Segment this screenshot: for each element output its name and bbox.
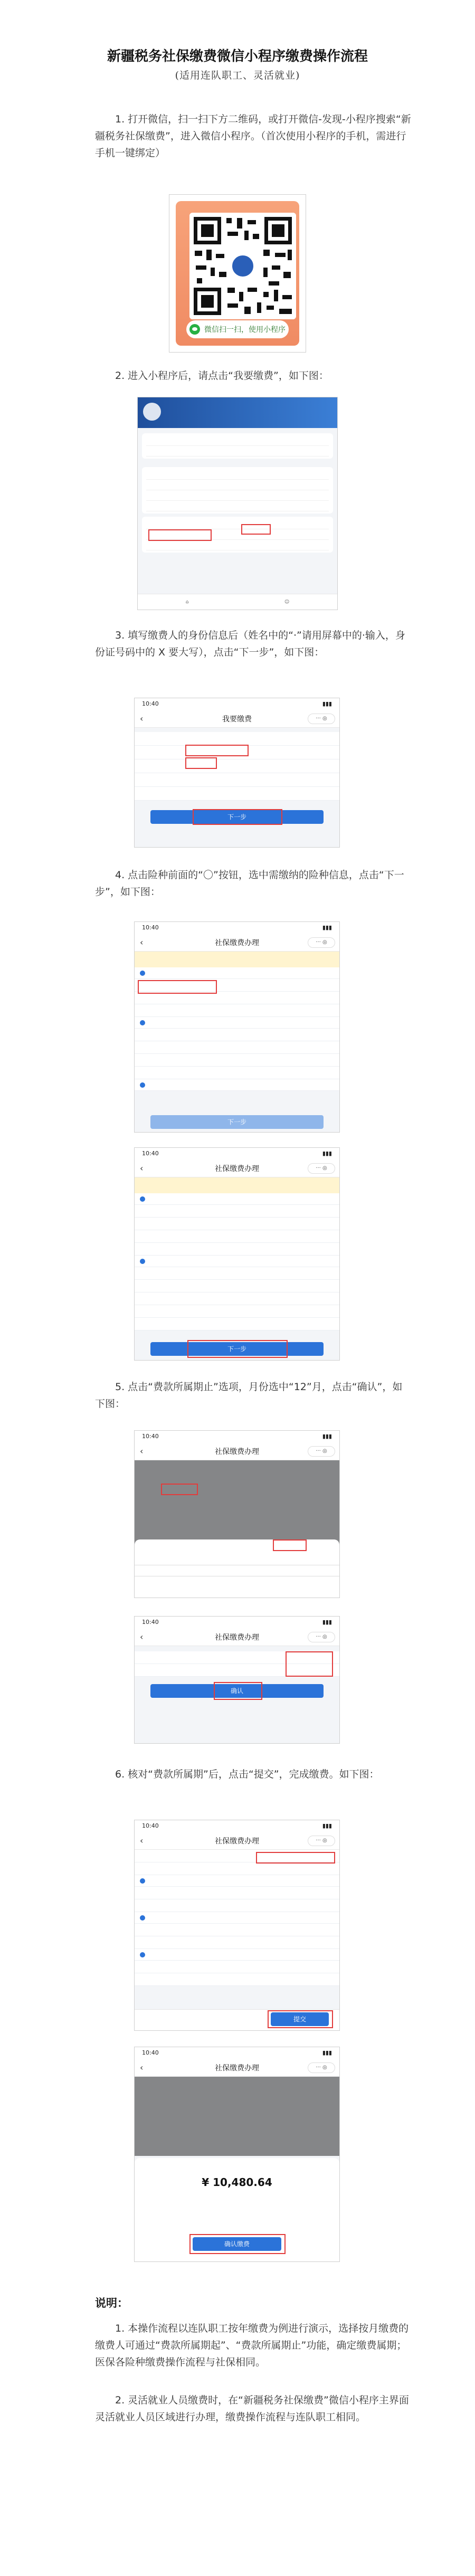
status-bar	[135, 1617, 339, 1628]
back-icon[interactable]: ‹	[140, 1836, 144, 1846]
highlight-box	[273, 1539, 307, 1551]
radio-icon[interactable]	[140, 1259, 145, 1264]
status-time: 10:40	[142, 1150, 159, 1157]
note-1: 1. 本操作流程以连队职工按年缴费为例进行演示，选择按月缴费的缴费人可通过“费款所属期起”、“费款所属期止”功能，确定缴费属期；医保各险种缴费操作流程与社保相同。	[95, 2323, 409, 2368]
insurance-item[interactable]	[135, 1079, 339, 1091]
payment-screen	[135, 2047, 339, 2261]
step-6-text: 6. 核对“费款所属期”后，点击“提交”，完成缴费。如下图：	[115, 1769, 379, 1780]
step-2-text: 2. 进入小程序后，请点击“我要缴费”，如下图：	[115, 370, 329, 382]
highlight-box	[185, 745, 249, 756]
submit-screen	[135, 1820, 339, 2030]
capsule-menu-icon[interactable]: ··· ◎	[308, 1163, 335, 1174]
tab-user-icon[interactable]: ☺	[284, 599, 290, 605]
insurance-item[interactable]	[135, 1912, 339, 1924]
menu-item[interactable]	[146, 480, 329, 490]
confirm-button[interactable]: 确认	[150, 1684, 324, 1698]
step-6-screenshot-a	[134, 1820, 340, 2031]
capsule-menu-icon[interactable]: ··· ◎	[308, 714, 335, 724]
next-button[interactable]: 下一步	[150, 810, 324, 824]
radio-icon[interactable]	[140, 1915, 145, 1921]
detail-row	[135, 1205, 339, 1218]
wechat-icon	[189, 324, 200, 335]
highlight-box	[241, 524, 271, 535]
qr-caption: 微信扫一扫，使用小程序	[204, 326, 286, 334]
highlight-box	[256, 1852, 335, 1864]
detail-row	[135, 1054, 339, 1067]
detail-row	[135, 1305, 339, 1318]
status-bar	[135, 1820, 339, 1832]
highlight-box	[185, 757, 217, 769]
step-1-text: 1. 打开微信，扫一扫下方二维码，或打开微信-发现-小程序搜索“新疆税务社保缴费”，进入微信小程序。（首次使用小程序的手机，需进行手机一键绑定）	[95, 113, 411, 159]
home-banner	[138, 397, 337, 428]
signal-icon: ▮▮▮	[322, 1619, 332, 1626]
nav-bar	[135, 1628, 339, 1646]
menu-item[interactable]	[146, 446, 329, 457]
status-time: 10:40	[142, 2049, 159, 2056]
menu-item[interactable]	[146, 501, 329, 511]
back-icon[interactable]: ‹	[140, 1632, 144, 1642]
nav-title: 社保缴费办理	[215, 1447, 259, 1456]
menu-item[interactable]	[146, 540, 329, 550]
capsule-menu-icon[interactable]: ··· ◎	[308, 1446, 335, 1457]
insurance-item[interactable]	[135, 1256, 339, 1267]
menu-card-1	[142, 433, 333, 459]
highlight-box	[148, 529, 212, 541]
detail-row	[135, 1887, 339, 1899]
highlight-box	[161, 1484, 198, 1495]
capsule-menu-icon[interactable]: ··· ◎	[308, 937, 335, 948]
detail-row	[135, 1041, 339, 1054]
miniapp-home-screen	[138, 397, 337, 610]
modal-overlay	[135, 2077, 339, 2156]
step-5-screenshot-a	[134, 1430, 340, 1598]
nav-bar	[135, 934, 339, 952]
period-picker-screen	[135, 1431, 339, 1598]
status-bar	[135, 1148, 339, 1159]
detail-row	[135, 1280, 339, 1292]
detail-row	[135, 1218, 339, 1230]
nav-bar	[135, 710, 339, 728]
form-field[interactable]	[135, 787, 339, 801]
highlight-box	[138, 980, 217, 994]
back-icon[interactable]: ‹	[140, 937, 144, 947]
highlight-box	[268, 2010, 333, 2028]
radio-icon[interactable]	[140, 1020, 145, 1025]
step-4-screenshot-b	[134, 1147, 340, 1361]
tab-bar	[138, 594, 337, 610]
detail-row	[135, 1029, 339, 1041]
detail-row	[135, 1973, 339, 1986]
detail-row	[135, 1067, 339, 1079]
signal-icon: ▮▮▮	[322, 924, 332, 931]
notes-heading: 说明：	[95, 2297, 128, 2309]
pay-now-button[interactable]: 确认缴费	[193, 2237, 281, 2251]
notice-banner	[135, 952, 339, 967]
payment-amount: ¥ 10,480.64	[202, 2176, 272, 2189]
radio-icon[interactable]	[140, 1196, 145, 1202]
menu-card-2	[142, 467, 333, 514]
section-heading	[138, 462, 337, 464]
notice-banner	[135, 1177, 339, 1193]
status-time: 10:40	[142, 1619, 159, 1626]
nav-bar	[135, 1832, 339, 1850]
capsule-menu-icon[interactable]: ··· ◎	[308, 1632, 335, 1642]
capsule-menu-icon[interactable]: ··· ◎	[308, 1836, 335, 1846]
status-bar	[135, 2047, 339, 2059]
detail-row	[135, 1230, 339, 1243]
signal-icon: ▮▮▮	[322, 1822, 332, 1829]
signal-icon: ▮▮▮	[322, 2049, 332, 2056]
step-5-screenshot-b	[134, 1616, 340, 1744]
submit-button[interactable]: 提交	[271, 2012, 329, 2026]
detail-row	[135, 1936, 339, 1949]
radio-icon[interactable]	[140, 1082, 145, 1088]
detail-row	[135, 1292, 339, 1305]
payment-sheet	[135, 2158, 339, 2261]
status-time: 10:40	[142, 1433, 159, 1440]
form-field[interactable]	[135, 732, 339, 746]
radio-icon[interactable]	[140, 1952, 145, 1957]
form-field[interactable]	[135, 773, 339, 787]
detail-row	[135, 1899, 339, 1912]
step-3-text: 3. 填写缴费人的身份信息后（姓名中的“·”请用屏幕中的·输入，身份证号码中的 X 要大写），点击“下一步”，如下图：	[95, 630, 405, 658]
detail-row	[135, 1243, 339, 1256]
document-subtitle: (适用连队职工、灵活就业)	[175, 70, 300, 81]
qr-code-image	[169, 194, 306, 353]
back-icon[interactable]: ‹	[140, 1163, 144, 1173]
tax-logo-icon	[231, 254, 255, 278]
date-picker-sheet	[135, 1539, 339, 1598]
menu-item[interactable]	[146, 435, 329, 446]
back-icon[interactable]: ‹	[140, 2062, 144, 2073]
insurance-item[interactable]	[135, 967, 339, 979]
status-time: 10:40	[142, 924, 159, 931]
tab-home-icon[interactable]: ⌂	[185, 599, 189, 605]
highlight-box	[286, 1651, 333, 1677]
period-confirm-screen	[135, 1617, 339, 1743]
nav-bar	[135, 2059, 339, 2077]
insurance-item[interactable]	[135, 1017, 339, 1029]
step-4-text: 4. 点击险种前面的“〇”按钮，选中需缴纳的险种信息，点击“下一步”，如下图：	[95, 869, 404, 898]
picker-option[interactable]	[135, 1553, 339, 1565]
nav-bar	[135, 1159, 339, 1177]
nav-title: 社保缴费办理	[215, 1837, 259, 1846]
highlight-box	[214, 1682, 262, 1700]
status-bar	[135, 698, 339, 710]
back-icon[interactable]: ‹	[140, 1446, 144, 1456]
picker-selected-option[interactable]	[135, 1565, 339, 1576]
step-2-screenshot	[137, 397, 338, 610]
signal-icon: ▮▮▮	[322, 700, 332, 707]
status-bar	[135, 1431, 339, 1442]
tax-logo-icon	[143, 403, 161, 421]
detail-row	[135, 1318, 339, 1330]
insurance-select-screen	[135, 922, 339, 1132]
nav-title: 社保缴费办理	[215, 2064, 259, 2073]
highlight-box	[189, 2234, 286, 2254]
radio-icon[interactable]	[140, 971, 145, 976]
insurance-item[interactable]	[135, 1875, 339, 1887]
capsule-menu-icon[interactable]: ··· ◎	[308, 2062, 335, 2073]
insurance-item[interactable]	[135, 1949, 339, 1961]
menu-item[interactable]	[146, 469, 329, 480]
insurance-selected-screen	[135, 1148, 339, 1360]
nav-title: 我要缴费	[222, 715, 252, 724]
document-title: 新疆税务社保缴费微信小程序缴费操作流程	[107, 49, 368, 64]
qr-card	[176, 201, 299, 346]
detail-row	[135, 1862, 339, 1875]
status-time: 10:40	[142, 1822, 159, 1829]
next-button[interactable]: 下一步	[150, 1115, 324, 1129]
form-field[interactable]	[135, 759, 339, 773]
detail-row	[135, 1004, 339, 1017]
pay-menu-item[interactable]	[146, 519, 329, 529]
nav-title: 社保缴费办理	[215, 1164, 259, 1173]
signal-icon: ▮▮▮	[322, 1433, 332, 1440]
highlight-box	[193, 809, 282, 825]
menu-item[interactable]	[146, 490, 329, 501]
section-heading	[138, 428, 337, 430]
picker-option[interactable]	[135, 1576, 339, 1588]
nav-title: 社保缴费办理	[215, 938, 259, 947]
note-2: 2. 灵活就业人员缴费时，在“新疆税务社保缴费”微信小程序主界面灵活就业人员区域进行办理，缴费操作流程与连队职工相同。	[95, 2394, 409, 2423]
status-bar	[135, 922, 339, 934]
step-6-screenshot-b	[134, 2047, 340, 2262]
insurance-item[interactable]	[135, 1193, 339, 1205]
next-button[interactable]: 下一步	[150, 1342, 324, 1356]
step-5-text: 5. 点击“费款所属期止”选项，月份选中“12”月，点击“确认”，如下图：	[95, 1381, 403, 1410]
step-4-screenshot-a	[134, 921, 340, 1133]
step-3-screenshot	[134, 698, 340, 848]
identity-form-screen	[135, 698, 339, 847]
detail-row	[135, 1961, 339, 1973]
detail-row	[135, 1924, 339, 1936]
signal-icon: ▮▮▮	[322, 1150, 332, 1157]
nav-title: 社保缴费办理	[215, 1633, 259, 1642]
detail-row	[135, 1267, 339, 1280]
nav-bar	[135, 1442, 339, 1460]
status-time: 10:40	[142, 700, 159, 707]
radio-icon[interactable]	[140, 1878, 145, 1884]
qr-code	[189, 213, 296, 319]
highlight-box	[187, 1340, 288, 1358]
qr-caption-pill	[186, 320, 289, 338]
back-icon[interactable]: ‹	[140, 714, 144, 724]
